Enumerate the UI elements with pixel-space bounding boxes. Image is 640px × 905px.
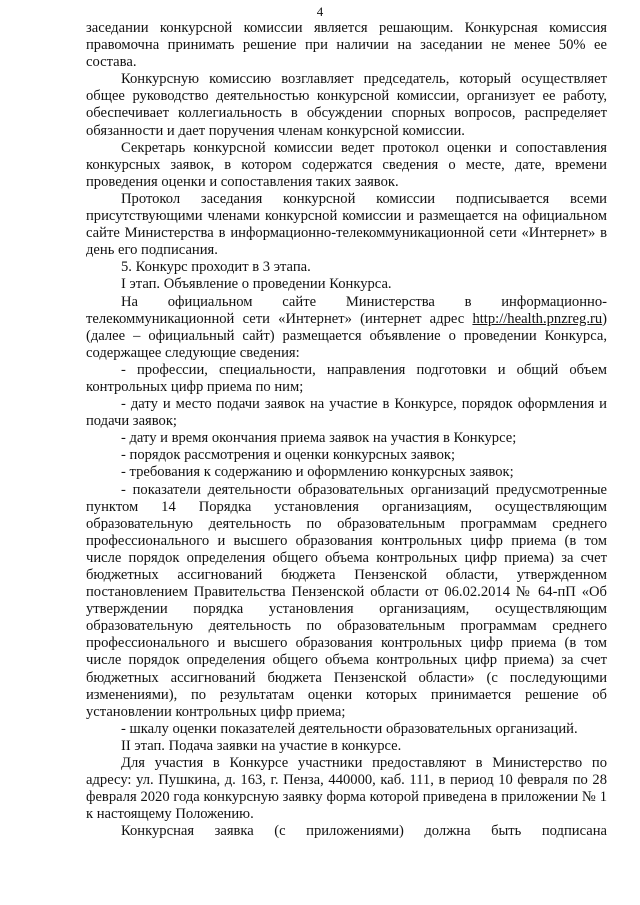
paragraph-commission-quorum: заседании конкурсной комиссии является решающим. Конкурсная комиссия правомочна принимать решение при наличии на заседании не менее 50% ее состава. [86, 20, 607, 71]
heading-stage-1: I этап. Объявление о проведении Конкурса. [121, 276, 392, 293]
paragraph-application-signing: Конкурсная заявка (с приложениями) должна быть подписана [121, 823, 607, 840]
paragraph-submission: Для участия в Конкурсе участники предоставляют в Министерство по адресу: ул. Пушкина, д. 163, г. Пенза, 440000, каб. 111, в период 10 февраля по 28 февраля 2020 года конкурсную заявку форма которой приведена в приложении № 1 к настоящему Положению. [86, 755, 607, 823]
paragraph-commission-secretary: Секретарь конкурсной комиссии ведет протокол оценки и сопоставления конкурсных заявок, в котором содержатся сведения о месте, дате, времени проведения оценки и сопоставления таких заявок. [86, 139, 607, 190]
page-number: 4 [316, 4, 324, 19]
list-item-application-date: - дату и место подачи заявок на участие в Конкурсе, порядок оформления и подачи заявок; [86, 396, 607, 430]
paragraph-contest-stages: 5. Конкурс проходит в 3 этапа. [121, 259, 311, 276]
heading-stage-2: II этап. Подача заявки на участие в конкурсе. [121, 737, 402, 754]
list-item-indicators: - показатели деятельности образовательных организаций предусмотренные пунктом 14 Порядка установления организациям, осуществляющим образовательную деятельность по образовательным программам среднего профессионального и высшего образования контрольных цифр приема (в том числе порядок определения общего объема контрольных цифр приема) за счет бюджетных ассигнований бюджета Пензенской области, утвержденном постановлением Правительства Пензенской области от 06.02.2014 № 64-пП «Об утверждении порядка установления организациям, осуществляющим образовательную деятельность по образовательным программам среднего профессионального и высшего образования контрольных цифр приема (в том числе порядок определения общего объема контрольных цифр приема) за счет бюджетных ассигнований бюджета Пензенской области» (с последующими изменениями), по результатам оценки которых принимается решение об установлении контрольных цифр приема; [86, 481, 607, 720]
list-item-scale: - шкалу оценки показателей деятельности образовательных организаций. [121, 720, 578, 737]
paragraph-announcement [86, 294, 607, 362]
list-item-deadline: - дату и время окончания приема заявок на участия в Конкурсе; [121, 430, 517, 447]
paragraph-commission-chair: Конкурсную комиссию возглавляет председатель, который осуществляет общее руководство деятельностью конкурсной комиссии, организует ее работу, обеспечивает коллегиальность в обсуждении спорных вопросов, распределяет обязанности и дает поручения членам конкурсной комиссии. [86, 71, 607, 139]
list-item-professions: - профессии, специальности, направления подготовки и общий объем контрольных цифр приема по ним; [86, 361, 607, 395]
document-body [86, 20, 607, 841]
paragraph-protocol-signing: Протокол заседания конкурсной комиссии подписывается всеми присутствующими членами конкурсной комиссии и размещается на официальном сайте Министерства в информационно-телекоммуникационной сети «Интернет» в день его подписания. [86, 190, 607, 259]
list-item-requirements: - требования к содержанию и оформлению конкурсных заявок; [121, 464, 514, 481]
official-site-link[interactable]: http://health.pnzreg.ru [472, 310, 603, 327]
list-item-review-procedure: - порядок рассмотрения и оценки конкурсных заявок; [121, 447, 456, 464]
announcement-text-after: ) (далее – официальный сайт) размещается объявление о проведении Конкурса, содержащее следующие сведения: [86, 310, 607, 361]
announcement-text-before: На официальном сайте Министерства в информационно-телекоммуникационной сети «Интернет» (интернет адрес [86, 293, 607, 327]
